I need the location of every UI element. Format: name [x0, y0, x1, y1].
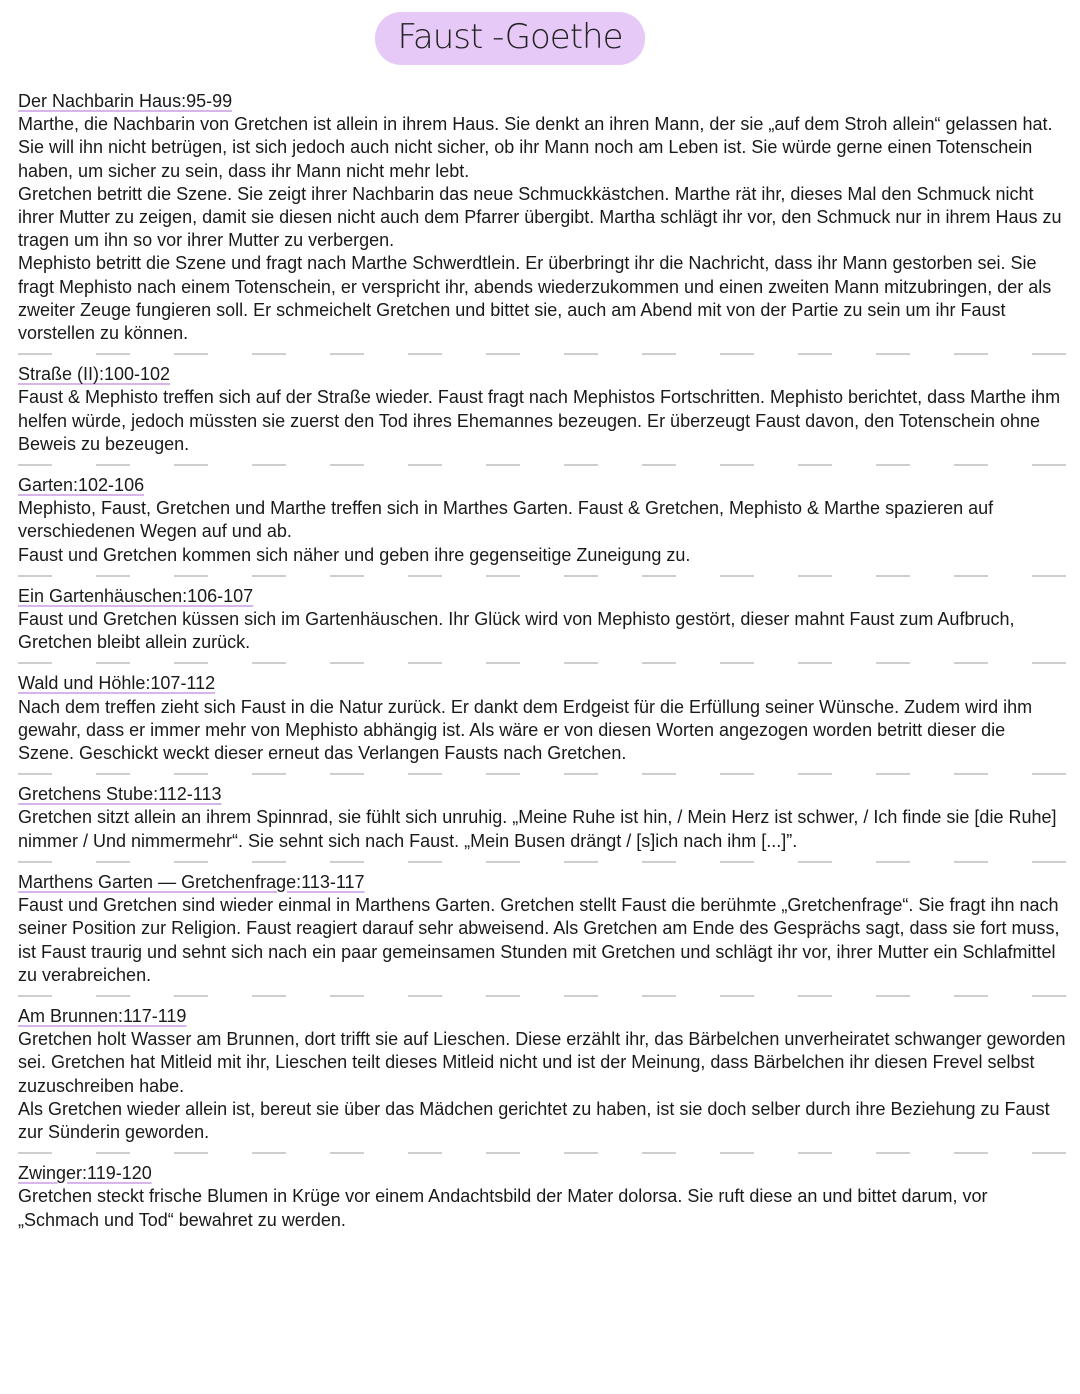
page-title: Faust -Goethe [375, 12, 644, 65]
dashed-divider [18, 773, 1066, 775]
section-heading: Straße (II):100-102 [18, 364, 171, 385]
dashed-divider [18, 662, 1066, 664]
section-paragraph: Faust & Mephisto treffen sich auf der Straße wieder. Faust fragt nach Mephistos Fortschritten. Mephisto berichtet, dass Marthe ihm helfen würde, jedoch müssten sie zuerst den Tod ihres Ehemannes bezeugen. Er überzeugt Faust davon, den Totenschein ohne Beweis zu bezeugen. [18, 387, 1061, 454]
section-marthens-garten [18, 871, 1066, 987]
section-paragraph: Gretchen betritt die Szene. Sie zeigt ihrer Nachbarin das neue Schmuckkästchen. Marthe rät ihr, dieses Mal den Schmuck nicht ihrer Mutter zu zeigen, damit sie diesen nicht auch dem Pfarrer übergibt. Martha schlägt ihr vor, den Schmuck nur in ihrem Haus zu tragen um ihn so vor ihrer Mutter zu verbergen. [18, 183, 1062, 251]
section-heading: Der Nachbarin Haus:95-99 [18, 91, 233, 111]
section-paragraph: Nach dem treffen zieht sich Faust in die Natur zurück. Er dankt dem Erdgeist für die Erfüllung seiner Wünsche. Zudem wird ihm gewahr, dass er immer mehr von Mephisto abhängig ist. Als wäre er von diesen Worten angezogen worden betritt dieser die Szene. Geschickt weckt dieser erneut das Verlangen Fausts nach Gretchen. [18, 696, 1033, 764]
section-paragraph: Mephisto betritt die Szene und fragt nach Marthe Schwerdtlein. Er überbringt ihr die Nachricht, dass ihr Mann gestorben sei. Sie fragt Mephisto nach einem Totenschein, er verspricht ihr, abends wiederzukommen und einen zweiten Mann mitzubringen, der als zweiter Zeuge fungieren soll. Er schmeichelt Gretchen und bittet sie, auch am Abend mit von der Partie zu sein um ihr Faust vorstellen zu können. [18, 253, 1052, 344]
section-heading: Gretchens Stube:112-113 [18, 784, 222, 805]
dashed-divider [18, 1152, 1066, 1154]
section-zwinger [18, 1162, 1066, 1232]
section-paragraph: Gretchen sitzt allein an ihrem Spinnrad, sie fühlt sich unruhig. „Meine Ruhe ist hin, / Mein Herz ist schwer, / Ich finde sie [die Ruhe] nimmer / Und nimmermehr“. Sie sehnt sich nach Faust. „Mein Busen drängt / [s]ich nach ihm [...]”. [18, 807, 1057, 851]
section-paragraph: Gretchen steckt frische Blumen in Krüge vor einem Andachtsbild der Mater dolorsa. Sie ruft diese an und bittet darum, vor „Schmach und Tod“ bewahret zu werden. [18, 1186, 988, 1230]
section-wald-und-hoehle [18, 672, 1066, 765]
section-paragraph: Mephisto, Faust, Gretchen und Marthe treffen sich in Marthes Garten. Faust & Gretchen, Mephisto & Marthe spazieren auf verschiedenen Wegen auf und ab. [18, 498, 994, 542]
section-paragraph: Faust und Gretchen kommen sich näher und geben ihre gegenseitige Zuneigung zu. [18, 544, 691, 565]
section-paragraph: Faust und Gretchen sind wieder einmal in Marthens Garten. Gretchen stellt Faust die berühmte „Gretchenfrage“. Sie fragt ihn nach seiner Position zur Religion. Faust reagiert darauf sehr abweisend. Als Gretchen am Ende des Gesprächs sagt, dass sie fort muss, ist Faust traurig und sehnt sich nach ein paar gemeinsamen Stunden mit Gretchen und schlägt ihr vor, ihrer Mutter ein Schlafmittel zu verabreichen. [18, 895, 1060, 985]
section-am-brunnen [18, 1005, 1066, 1144]
section-heading: Zwinger:119-120 [18, 1163, 152, 1184]
section-paragraph: Faust und Gretchen küssen sich im Gartenhäuschen. Ihr Glück wird von Mephisto gestört, dieser mahnt Faust zum Aufbruch, Gretchen bleibt allein zurück. [18, 609, 1015, 653]
section-gartenhaeuschen [18, 585, 1066, 655]
document-body [18, 90, 1066, 1232]
section-heading: Marthens Garten — Gretchenfrage:113-117 [18, 871, 365, 892]
section-heading: Garten:102-106 [18, 475, 145, 496]
section-paragraph: Als Gretchen wieder allein ist, bereut sie über das Mädchen gerichtet zu haben, ist sie doch selber durch ihre Beziehung zu Faust zur Sünderin geworden. [18, 1098, 1050, 1142]
section-strasse [18, 363, 1066, 456]
dashed-divider [18, 995, 1066, 997]
title-area [0, 12, 1080, 65]
section-paragraph: Gretchen holt Wasser am Brunnen, dort trifft sie auf Lieschen. Diese erzählt ihr, das Bärbelchen unverheiratet schwanger geworden sei. Gretchen hat Mitleid mit ihr, Lieschen teilt dieses Mitleid nicht und ist der Meinung, dass Bärbelchen ihr diesen Frevel selbst zuzuschreiben habe. [18, 1029, 1066, 1096]
section-heading: Wald und Höhle:107-112 [18, 673, 216, 694]
dashed-divider [18, 575, 1066, 577]
section-heading: Am Brunnen:117-119 [18, 1005, 187, 1026]
section-heading: Ein Gartenhäuschen:106-107 [18, 585, 254, 606]
section-paragraph: Marthe, die Nachbarin von Gretchen ist allein in ihrem Haus. Sie denkt an ihren Mann, der sie „auf dem Stroh allein“ gelassen hat. Sie will ihn nicht betrügen, ist sich jedoch auch nicht sicher, ob ihr Mann noch am Leben ist. Sie würde gerne einen Totenschein haben, um sicher zu sein, dass ihr Mann nicht mehr lebt. [18, 114, 1053, 181]
section-gretchens-stube [18, 783, 1066, 853]
section-der-nachbarin-haus [18, 90, 1066, 345]
dashed-divider [18, 464, 1066, 466]
dashed-divider [18, 861, 1066, 863]
dashed-divider [18, 353, 1066, 355]
section-garten [18, 474, 1066, 567]
